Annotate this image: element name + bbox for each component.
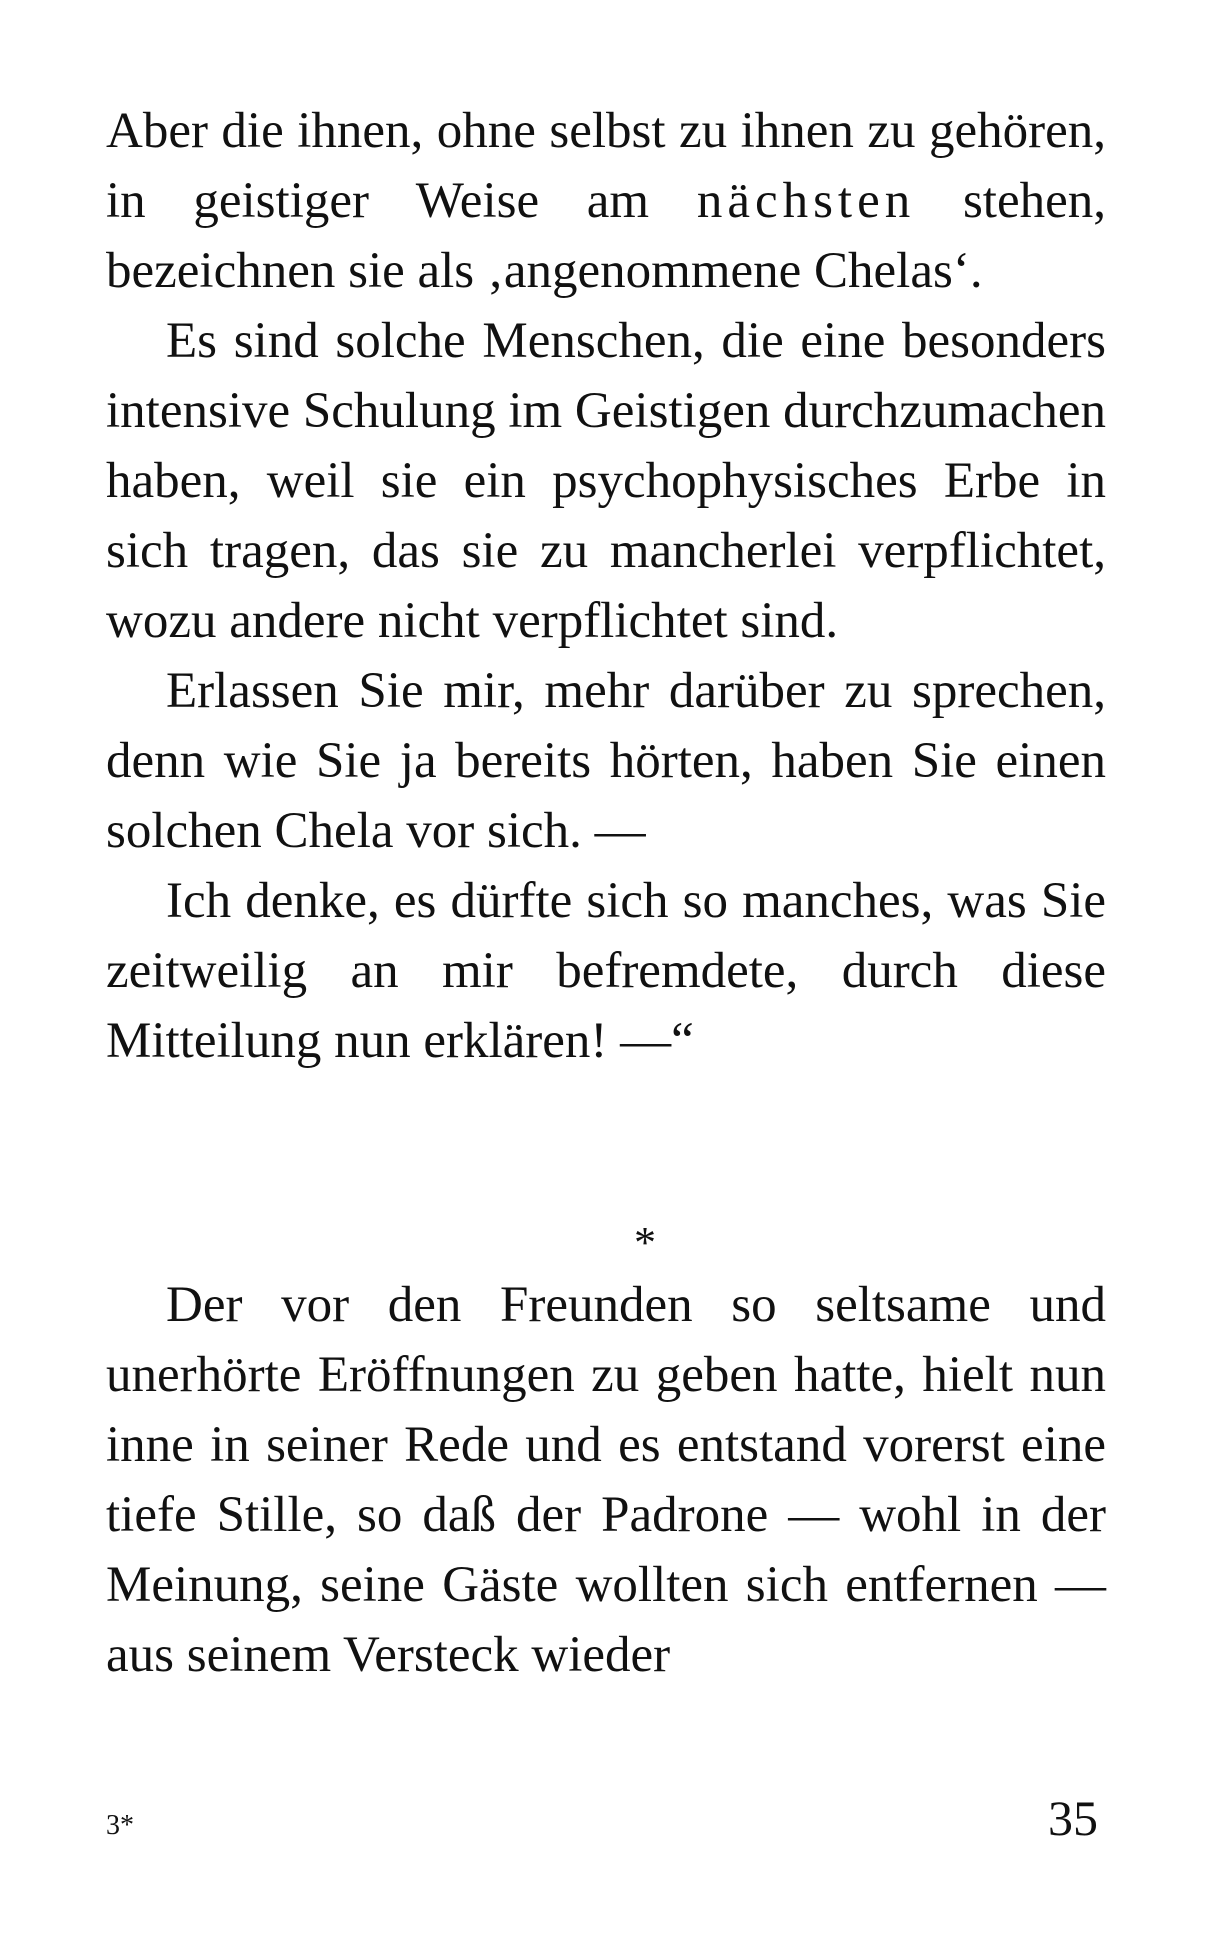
signature-mark: 3* bbox=[106, 1810, 134, 1841]
paragraph-2: Es sind solche Menschen, die eine besonders intensive Schulung im Geistigen durchzumachen haben, weil sie ein psychophysisches Erbe in sich tragen, das sie zu mancherlei verpflichtet, wozu andere nicht verpflichtet sind. bbox=[106, 313, 1106, 649]
body-text-lower bbox=[106, 1270, 1106, 1690]
paragraph-3: Erlassen Sie mir, mehr darüber zu sprechen, denn wie Sie ja bereits hörten, haben Sie einen solchen Chela vor sich. — bbox=[106, 663, 1106, 859]
emphasized-word: nächsten bbox=[696, 173, 916, 229]
page-number: 35 bbox=[1048, 1790, 1098, 1846]
section-break-asterism: * bbox=[634, 1218, 656, 1267]
paragraph-4: Ich denke, es dürfte sich so manches, was Sie zeitweilig an mir befremdete, durch diese Mitteilung nun erklären! —“ bbox=[106, 873, 1106, 1069]
paragraph-5: Der vor den Freunden so seltsame und unerhörte Eröffnungen zu geben hatte, hielt nun inne in seiner Rede und es entstand vorerst eine tiefe Stille, so daß der Padrone — wohl in der Meinung, seine Gäste wollten sich entfernen — aus seinem Versteck wieder bbox=[106, 1277, 1106, 1683]
paragraph-1-lead: Aber die ihnen, ohne selbst zu ihnen zu gehören, in geistiger Weise am bbox=[106, 103, 1106, 229]
body-text-upper bbox=[106, 96, 1106, 1076]
paragraph-1 bbox=[106, 96, 1106, 306]
paragraph-1-tail: stehen, bezeichnen sie als ‚angenommene Chelas‘. bbox=[106, 173, 1106, 299]
